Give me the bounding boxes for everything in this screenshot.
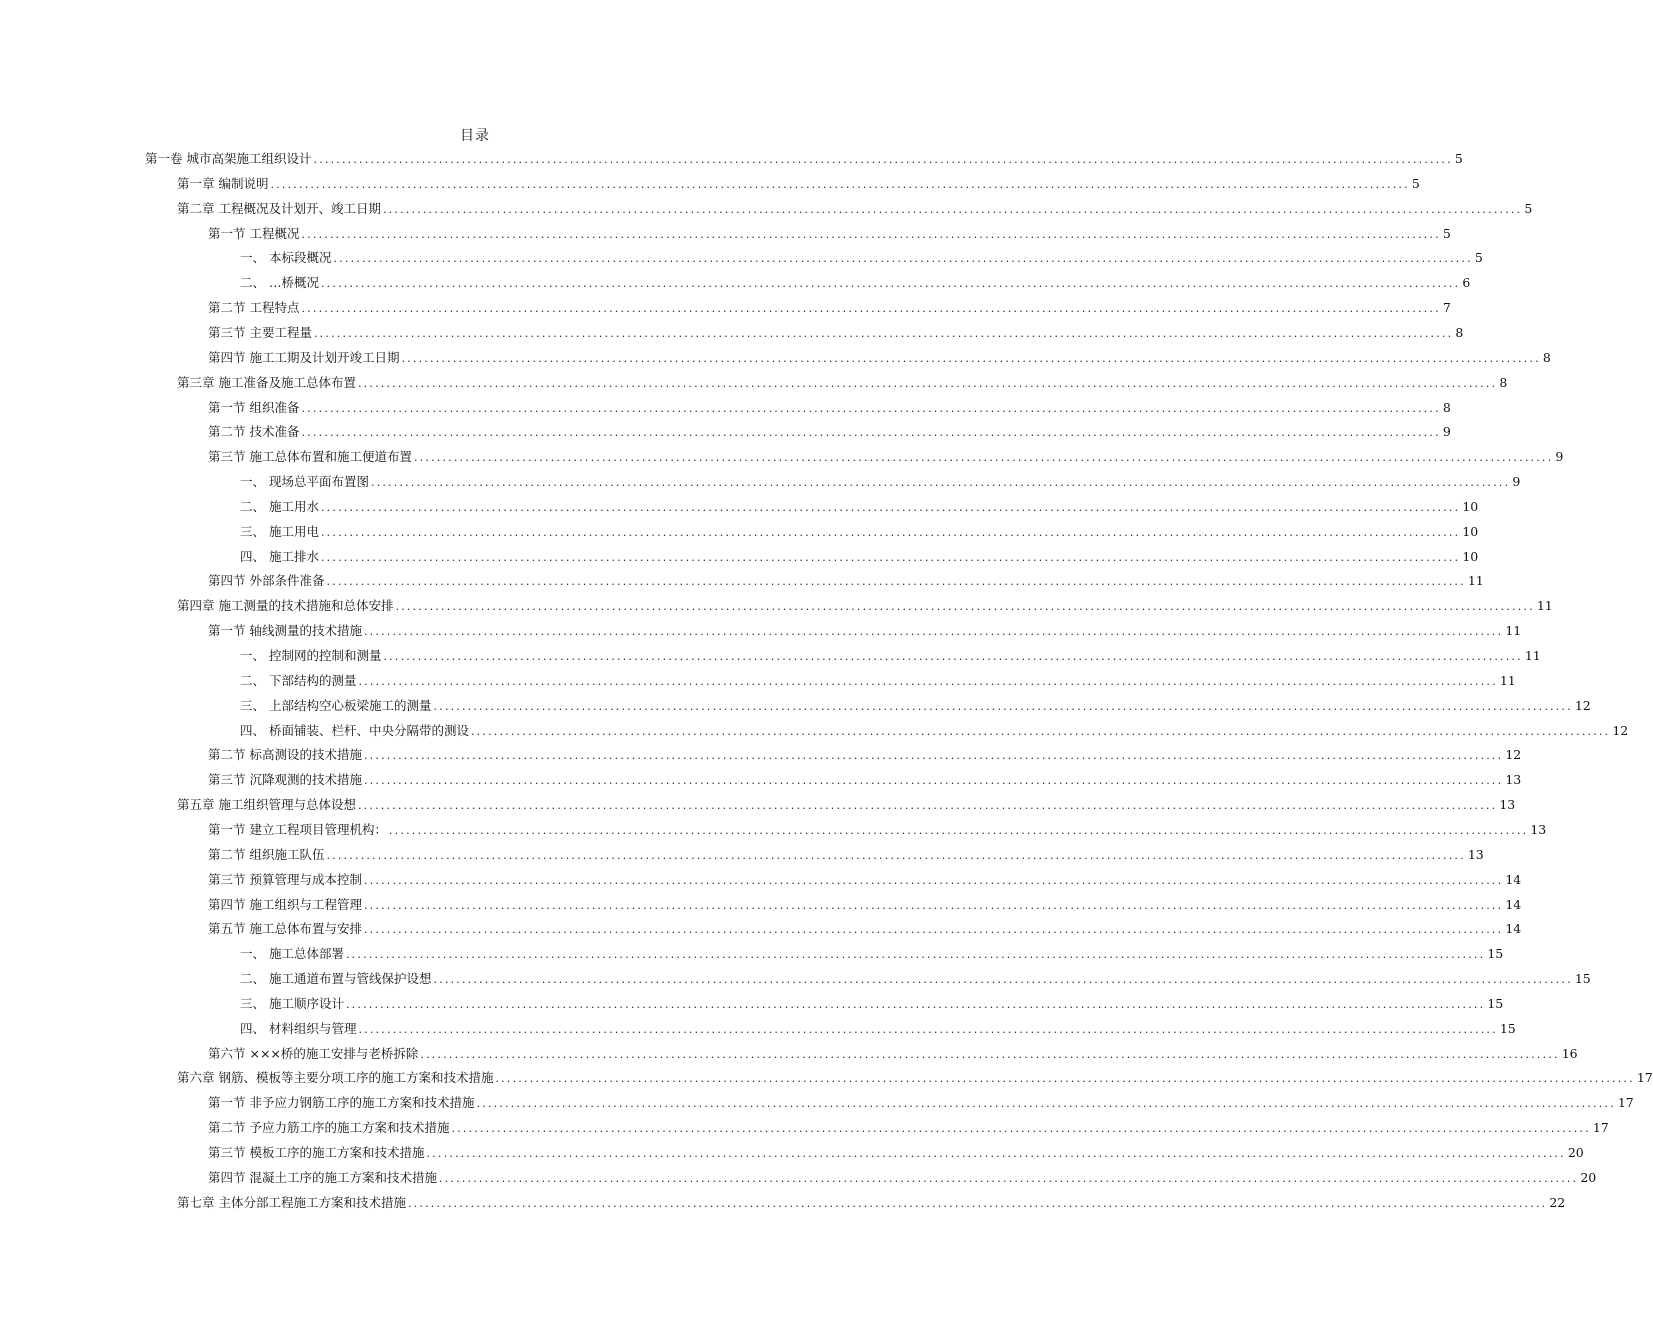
- toc-entry[interactable]: [240, 522, 1479, 542]
- toc-entry[interactable]: [177, 174, 1420, 194]
- toc-entry[interactable]: [177, 596, 1553, 616]
- toc-entry[interactable]: [240, 944, 1504, 964]
- toc-entry[interactable]: [208, 1118, 1609, 1138]
- toc-entry-page: 20: [1567, 1145, 1584, 1160]
- toc-entry-label: 第四节 施工组织与工程管理: [208, 896, 362, 912]
- toc-entry[interactable]: [240, 671, 1516, 691]
- toc-dot-leader: ........................................................................................................................................................................................................: [333, 252, 1473, 266]
- toc-dot-leader: ........................................................................................................................................................................................................: [345, 948, 1486, 962]
- toc-entry-page: 12: [1505, 747, 1522, 763]
- toc-entry-label: 二、 施工通道布置与管线保护设想: [240, 971, 432, 987]
- toc-dot-leader: ........................................................................................................................................................................................................: [426, 1147, 1566, 1160]
- toc-entry-label: 第三节 预算管理与成本控制: [208, 871, 362, 887]
- toc-entry[interactable]: [208, 1168, 1597, 1188]
- toc-entry[interactable]: [208, 895, 1522, 915]
- toc-entry-label: 第四章 施工测量的技术措施和总体安排: [177, 598, 394, 614]
- toc-dot-leader: ........................................................................................................................................................................................................: [363, 898, 1504, 912]
- toc-entry-label: 第五节 施工总体布置与安排: [208, 921, 362, 937]
- toc-entry-page: 7: [1442, 300, 1451, 316]
- toc-entry-page: 16: [1561, 1045, 1578, 1061]
- toc-dot-leader: ........................................................................................................................................................................................................: [320, 525, 1461, 539]
- toc-entry[interactable]: [208, 348, 1551, 368]
- toc-entry[interactable]: [240, 696, 1591, 716]
- toc-entry-page: 6: [1462, 275, 1471, 291]
- toc-entry[interactable]: [208, 224, 1451, 244]
- toc-entry-label: 第二节 技术准备: [208, 424, 300, 440]
- toc-entry[interactable]: [208, 298, 1451, 318]
- toc-entry-label: 第三章 施工准备及施工总体布置: [177, 374, 356, 390]
- toc-entry-page: 17: [1617, 1095, 1634, 1111]
- toc-entry-page: 13: [1530, 821, 1547, 837]
- toc-entry-label: 四、 材料组织与管理: [240, 1020, 357, 1036]
- toc-entry-page: 8: [1542, 349, 1551, 365]
- toc-entry-page: 13: [1499, 797, 1516, 813]
- toc-dot-leader: ........................................................................................................................................................................................................: [438, 1171, 1579, 1185]
- toc-entry-label: 第四节 外部条件准备: [208, 573, 325, 589]
- toc-entry-page: 10: [1462, 498, 1479, 514]
- toc-dot-leader: ........................................................................................................................................................................................................: [357, 376, 1498, 390]
- toc-dot-leader: ........................................................................................................................................................................................................: [363, 774, 1504, 788]
- toc-dot-leader: ........................................................................................................................................................................................................: [326, 848, 1466, 862]
- toc-entry[interactable]: [240, 646, 1541, 666]
- toc-dot-leader: ........................................................................................................................................................................................................: [420, 1047, 1560, 1061]
- toc-entry[interactable]: [177, 199, 1533, 219]
- toc-entry[interactable]: [208, 422, 1451, 442]
- toc-entry[interactable]: [208, 571, 1484, 591]
- toc-entry-label: 第三节 沉降观测的技术措施: [208, 772, 362, 788]
- toc-entry-page: 12: [1574, 697, 1591, 713]
- toc-dot-leader: ........................................................................................................................................................................................................: [270, 177, 1410, 191]
- toc-dot-leader: ........................................................................................................................................................................................................: [326, 575, 1466, 589]
- toc-entry[interactable]: [240, 969, 1591, 989]
- toc-dot-leader: ........................................................................................................................................................................................................: [388, 823, 1529, 837]
- toc-entry-label: 一、 控制网的控制和测量: [240, 648, 382, 663]
- toc-entry-label: 第五章 施工组织管理与总体设想: [177, 797, 356, 813]
- toc-entry[interactable]: [240, 547, 1479, 567]
- toc-entry[interactable]: [240, 721, 1629, 741]
- toc-entry-page: 10: [1462, 523, 1479, 539]
- toc-entry[interactable]: [208, 621, 1522, 641]
- toc-entry-label: 四、 施工排水: [240, 548, 319, 564]
- toc-entry[interactable]: [208, 820, 1547, 840]
- toc-entry-label: 第一节 非予应力钢筋工序的施工方案和技术措施: [208, 1095, 475, 1111]
- toc-entry[interactable]: [240, 273, 1471, 293]
- toc-entry-label: 一、 本标段概况: [240, 250, 332, 266]
- toc-dot-leader: ........................................................................................................................................................................................................: [413, 451, 1554, 465]
- toc-entry-label: 二、 下部结构的测量: [240, 672, 357, 688]
- toc-entry-label: 第三节 模板工序的施工方案和技术措施: [208, 1145, 425, 1160]
- toc-entry-label: 第二节 予应力筋工序的施工方案和技术措施: [208, 1120, 450, 1136]
- toc-entry-label: 第一节 轴线测量的技术措施: [208, 623, 362, 639]
- toc-dot-leader: ........................................................................................................................................................................................................: [313, 153, 1453, 166]
- toc-entry-page: 20: [1580, 1169, 1597, 1185]
- toc-entry-page: 17: [1592, 1120, 1609, 1136]
- toc-entry-label: 第一节 组织准备: [208, 399, 300, 415]
- toc-entry-label: 四、 桥面铺装、栏杆、中央分隔带的测设: [240, 722, 469, 738]
- toc-entry-page: 15: [1487, 946, 1504, 962]
- toc-dot-leader: ........................................................................................................................................................................................................: [301, 302, 1441, 316]
- toc-entry-label: 第一节 工程概况: [208, 225, 300, 241]
- toc-entry-label: 二、 …桥概况: [240, 275, 319, 291]
- toc-entry-page: 9: [1512, 474, 1521, 490]
- toc-dot-leader: ........................................................................................................................................................................................................: [382, 202, 1523, 216]
- toc-dot-leader: ........................................................................................................................................................................................................: [301, 426, 1441, 440]
- toc-entry-page: 14: [1505, 871, 1522, 887]
- toc-entry[interactable]: [145, 149, 1463, 169]
- toc-entry-page: 13: [1505, 772, 1522, 788]
- toc-entry-page: 11: [1536, 598, 1553, 614]
- toc-entry-label: 一、 施工总体部署: [240, 946, 344, 962]
- toc-entry-label: 一、 现场总平面布置图: [240, 474, 369, 490]
- toc-entry-label: 第二节 标高测设的技术措施: [208, 747, 362, 763]
- toc-dot-leader: ........................................................................................................................................................................................................: [370, 476, 1511, 490]
- toc-dot-leader: ........................................................................................................................................................................................................: [301, 401, 1441, 415]
- toc-entry[interactable]: [208, 745, 1522, 765]
- toc-entry-label: 第七章 主体分部工程施工方案和技术措施: [177, 1194, 406, 1210]
- toc-entry-page: 5: [1454, 151, 1463, 166]
- toc-entry-page: 8: [1499, 374, 1508, 390]
- toc-entry-page: 8: [1455, 324, 1464, 340]
- toc-entry-page: 5: [1524, 200, 1533, 216]
- toc-entry-page: 5: [1411, 175, 1420, 191]
- toc-entry-label: 第一节 建立工程项目管理机构：: [208, 821, 387, 837]
- toc-entry-label: 第三节 主要工程量: [208, 324, 312, 340]
- toc-entry[interactable]: [208, 398, 1451, 418]
- toc-entry-label: 三、 施工顺序设计: [240, 995, 344, 1011]
- toc-dot-leader: ........................................................................................................................................................................................................: [363, 749, 1504, 763]
- toc-entry[interactable]: [208, 770, 1522, 790]
- toc-entry-page: 10: [1462, 548, 1479, 564]
- toc-entry-page: 22: [1549, 1194, 1566, 1210]
- toc-entry[interactable]: [240, 497, 1479, 517]
- toc-dot-leader: ........................................................................................................................................................................................................: [358, 674, 1498, 688]
- toc-entry-page: 12: [1612, 722, 1629, 738]
- toc-entry[interactable]: [177, 795, 1516, 815]
- toc-entry-label: 三、 施工用电: [240, 523, 319, 539]
- toc-entry-page: 8: [1442, 399, 1451, 415]
- toc-dot-leader: ........................................................................................................................................................................................................: [407, 1196, 1548, 1210]
- toc-entry-label: 第四节 混凝土工序的施工方案和技术措施: [208, 1169, 437, 1185]
- toc-entry-page: 5: [1442, 225, 1451, 241]
- toc-entry-page: 15: [1499, 1020, 1516, 1036]
- toc-dot-leader: ........................................................................................................................................................................................................: [357, 799, 1498, 813]
- toc-title: 目录: [460, 128, 490, 144]
- toc-dot-leader: ........................................................................................................................................................................................................: [301, 227, 1441, 241]
- toc-entry[interactable]: [208, 870, 1522, 890]
- toc-entry-label: 第一卷 城市高架施工组织设计: [145, 151, 312, 166]
- toc-entry-page: 14: [1505, 896, 1522, 912]
- toc-dot-leader: ........................................................................................................................................................................................................: [345, 997, 1486, 1011]
- toc-dot-leader: ........................................................................................................................................................................................................: [495, 1072, 1635, 1086]
- toc-entry-label: 第二章 工程概况及计划开、竣工日期: [177, 200, 381, 216]
- toc-entry-page: 11: [1467, 573, 1484, 589]
- toc-dot-leader: ........................................................................................................................................................................................................: [476, 1097, 1616, 1111]
- toc-dot-leader: ........................................................................................................................................................................................................: [358, 1022, 1498, 1036]
- toc-dot-leader: ........................................................................................................................................................................................................: [320, 500, 1461, 514]
- toc-dot-leader: ........................................................................................................................................................................................................: [451, 1122, 1591, 1136]
- toc-entry[interactable]: [208, 1143, 1584, 1163]
- toc-entry[interactable]: [208, 447, 1564, 467]
- toc-entry-page: 15: [1574, 971, 1591, 987]
- toc-entry-page: 11: [1524, 648, 1541, 663]
- toc-entry-label: 第四节 施工工期及计划开竣工日期: [208, 349, 400, 365]
- toc-dot-leader: ........................................................................................................................................................................................................: [363, 873, 1504, 887]
- toc-entry-label: 第二节 工程特点: [208, 300, 300, 316]
- toc-entry-page: 5: [1474, 250, 1483, 266]
- toc-entry-page: 11: [1499, 672, 1516, 688]
- toc-entry-page: 11: [1505, 623, 1522, 639]
- toc-dot-leader: ........................................................................................................................................................................................................: [363, 625, 1504, 639]
- toc-entry[interactable]: [240, 472, 1521, 492]
- toc-entry-label: 二、 施工用水: [240, 498, 319, 514]
- toc-dot-leader: ........................................................................................................................................................................................................: [383, 650, 1523, 663]
- toc-entry-page: 9: [1555, 449, 1564, 465]
- toc-entry-page: 9: [1442, 424, 1451, 440]
- toc-entry-page: 14: [1505, 921, 1522, 937]
- toc-dot-leader: ........................................................................................................................................................................................................: [433, 699, 1573, 713]
- toc-dot-leader: ........................................................................................................................................................................................................: [313, 326, 1454, 340]
- toc-entry[interactable]: [208, 919, 1522, 939]
- toc-entry[interactable]: [240, 994, 1504, 1014]
- toc-entry-label: 第二节 组织施工队伍: [208, 846, 325, 862]
- toc-entry-label: 第六节 ×××桥的施工安排与老桥拆除: [208, 1045, 419, 1061]
- toc-entry-page: 15: [1487, 995, 1504, 1011]
- toc-dot-leader: ........................................................................................................................................................................................................: [395, 600, 1535, 614]
- toc-dot-leader: ........................................................................................................................................................................................................: [363, 923, 1504, 937]
- toc-dot-leader: ........................................................................................................................................................................................................: [433, 973, 1573, 987]
- toc-entry[interactable]: [177, 1068, 1653, 1088]
- toc-entry[interactable]: [208, 1093, 1634, 1113]
- toc-entry-label: 第六章 钢筋、模板等主要分项工序的施工方案和技术措施: [177, 1070, 494, 1086]
- toc-entry[interactable]: [177, 1193, 1566, 1213]
- toc-dot-leader: ........................................................................................................................................................................................................: [320, 277, 1461, 291]
- toc-dot-leader: ........................................................................................................................................................................................................: [470, 724, 1611, 738]
- toc-entry[interactable]: [208, 845, 1484, 865]
- toc-entry-label: 第三节 施工总体布置和施工便道布置: [208, 449, 412, 465]
- toc-dot-leader: ........................................................................................................................................................................................................: [320, 550, 1461, 564]
- toc-entry-label: 第一章 编制说明: [177, 175, 269, 191]
- toc-entry-page: 17: [1636, 1070, 1653, 1086]
- toc-entry[interactable]: [208, 1044, 1578, 1064]
- toc-entry-page: 13: [1467, 846, 1484, 862]
- toc-entry[interactable]: [240, 248, 1483, 268]
- toc-entry[interactable]: [240, 1019, 1516, 1039]
- toc-entry-label: 三、 上部结构空心板梁施工的测量: [240, 697, 432, 713]
- toc-dot-leader: ........................................................................................................................................................................................................: [401, 351, 1541, 365]
- toc-entry[interactable]: [177, 373, 1508, 393]
- toc-entry[interactable]: [208, 323, 1464, 343]
